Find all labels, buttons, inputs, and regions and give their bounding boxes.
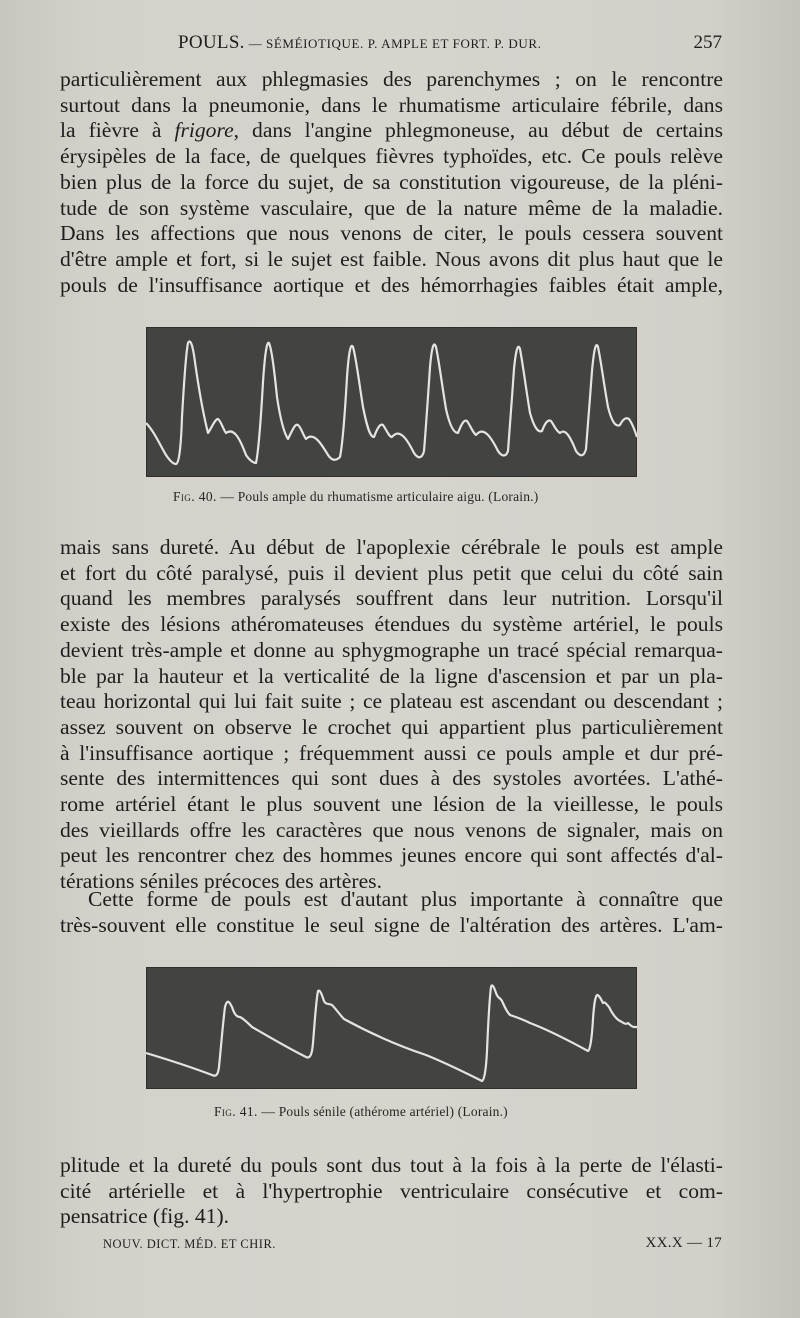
text-line: Cette forme de pouls est d'autant plus importante à connaître que: [88, 887, 723, 911]
header-title: [178, 32, 541, 54]
pulse-trace-41-svg: [146, 967, 637, 1089]
text-line: plitude et la dureté du pouls sont dus tout à la fois à la perte de l'élasti-: [60, 1153, 723, 1177]
text-line: particulièrement aux phlegmasies des parenchymes ; on le rencontre: [60, 67, 723, 91]
page-footer: [103, 1237, 722, 1252]
figure-41-caption: [214, 1104, 508, 1120]
paragraph-3: [60, 887, 723, 938]
header-title-sub: — SÉMÉIOTIQUE. P. AMPLE ET FORT. P. DUR.: [244, 36, 542, 51]
text-line: très-souvent elle constitue le seul signe de l'altération des artères. L'am-: [60, 912, 723, 937]
text-line: d'être ample et fort, si le sujet est faible. Nous avons dit plus haut que le: [60, 246, 723, 271]
pulse-trace-40-line: [146, 342, 637, 465]
figure-40-label: Fig. 40.: [173, 489, 217, 504]
text-line: pensatrice (fig. 41).: [60, 1204, 230, 1229]
paragraph-1: [60, 67, 723, 298]
text-line: des vieillards offre les caractères que nous venons de signaler, mais on: [60, 817, 723, 842]
text-line: mais sans dureté. Au début de l'apoplexie cérébrale le pouls est ample: [60, 535, 723, 559]
text-line: rome artériel étant le plus souvent une lésion de la vieillesse, le pouls: [60, 792, 723, 817]
figure-40-caption-text: — Pouls ample du rhumatisme articulaire aigu. (Lorain.): [216, 489, 539, 504]
text-line: ble par la hauteur et la verticalité de la ligne d'ascension et par un pla-: [60, 663, 723, 688]
pulse-trace-40-svg: [146, 327, 637, 477]
text-line: existe des lésions athéromateuses étendues du système artériel, le pouls: [60, 612, 723, 637]
text-line: teau horizontal qui lui fait suite ; ce plateau est ascendant ou descendant ;: [60, 689, 723, 714]
page-number: 257: [693, 32, 722, 53]
text-line: surtout dans la pneumonie, dans le rhumatisme articulaire fébrile, dans: [60, 92, 723, 117]
text-line: bien plus de la force du sujet, de sa constitution vigoureuse, de la pléni-: [60, 169, 723, 194]
text-line: pouls de l'insuffisance aortique et des hémorrhagies faibles était ample,: [60, 272, 723, 297]
italic-frigore: frigore: [174, 118, 234, 143]
text-line: sente des intermittences qui sont dues à des systoles avortées. L'athé-: [60, 766, 723, 791]
footer-signature-left: NOUV. DICT. MÉD. ET CHIR.: [103, 1237, 276, 1251]
text-line: Dans les affections que nous venons de citer, le pouls cessera souvent: [60, 221, 723, 246]
text-line: quand les membres paralysés souffrent dans leur nutrition. Lorsqu'il: [60, 586, 723, 611]
footer-signature-right: XX.X — 17: [645, 1235, 722, 1251]
running-header: [60, 32, 722, 58]
figure-40-caption: [173, 489, 538, 505]
paragraph-4: [60, 1153, 723, 1230]
text-line: érysipèles de la face, de quelques fièvres typhoïdes, etc. Ce pouls relève: [60, 144, 723, 169]
text-line-italic-frigore: la fièvre à frigore, dans l'angine phlegmoneuse, au début de certains: [60, 118, 723, 143]
text-line: peut les rencontrer chez des hommes jeunes encore qui sont affectés d'al-: [60, 843, 723, 868]
figure-41-label: Fig. 41.: [214, 1104, 258, 1119]
figure-41-pulse-trace: [146, 967, 637, 1089]
text-line: tude de son système vasculaire, que de la nature même de la maladie.: [60, 195, 723, 220]
text-line: devient très-ample et donne au sphygmographe un tracé spécial remarqua-: [60, 637, 723, 662]
pulse-trace-41-line: [146, 985, 637, 1081]
text-line: à l'insuffisance aortique ; fréquemment aussi ce pouls ample et dur pré-: [60, 740, 723, 765]
text-line: térations séniles précoces des artères.: [60, 869, 382, 894]
figure-41-caption-text: — Pouls sénile (athérome artériel) (Lorain.): [257, 1104, 508, 1119]
text-line: cité artérielle et à l'hypertrophie ventriculaire consécutive et com-: [60, 1178, 723, 1203]
text-line: et fort du côté paralysé, puis il devient plus petit que celui du côté sain: [60, 560, 723, 585]
paragraph-2: [60, 535, 723, 895]
text-line: assez souvent on observe le crochet qui appartient plus particulièrement: [60, 714, 723, 739]
header-title-main: POULS.: [178, 32, 245, 53]
figure-40-pulse-trace: [146, 327, 637, 477]
